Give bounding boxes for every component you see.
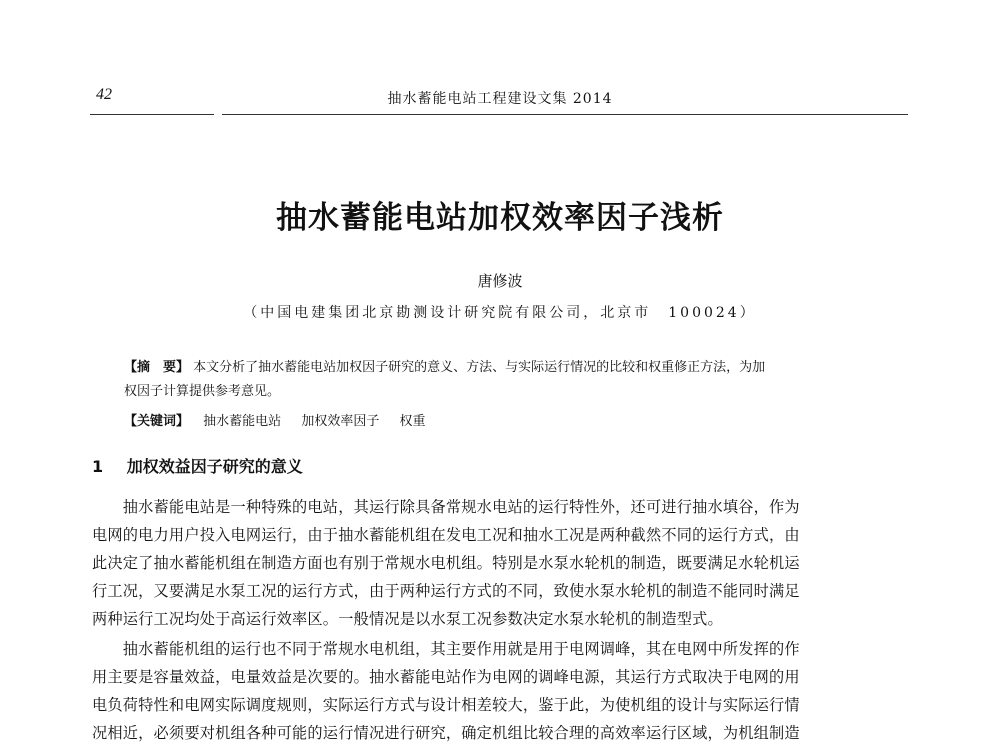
keyword: 抽水蓄能电站 bbox=[203, 414, 282, 429]
body-line: 用主要是容量效益，电量效益是次要的。抽水蓄能电站作为电网的调峰电源，其运行方式取决于电网的用 bbox=[92, 668, 800, 686]
keywords-line bbox=[124, 410, 441, 429]
abstract-line-2 bbox=[124, 380, 884, 404]
keyword: 权重 bbox=[399, 414, 426, 429]
author-name: 唐修波 bbox=[477, 272, 523, 290]
body-line: 此决定了抽水蓄能机组在制造方面也有别于常规水电机组。特别是水泵水轮机的制造，既要满足水轮机运 bbox=[92, 554, 800, 572]
body-line: 抽水蓄能电站是一种特殊的电站，其运行除具备常规水电站的运行特性外，还可进行抽水填谷，作为 bbox=[92, 498, 800, 516]
abstract-label: 【摘 要】 bbox=[124, 360, 190, 375]
running-title: 抽水蓄能电站工程建设文集 2014 bbox=[387, 91, 613, 107]
body-line: 电负荷特性和电网实际调度规则，实际运行方式与设计相差较大，鉴于此，为使机组的设计与实际运行情 bbox=[92, 696, 800, 714]
section-heading bbox=[92, 454, 303, 477]
body-line: 电网的电力用户投入电网运行，由于抽水蓄能机组在发电工况和抽水工况是两种截然不同的运行方式，由 bbox=[92, 526, 800, 544]
section-number: 1 bbox=[92, 457, 104, 476]
body-line: 抽水蓄能机组的运行也不同于常规水电机组，其主要作用就是用于电网调峰，其在电网中所发挥的作 bbox=[92, 640, 800, 658]
body-line: 两种运行工况均处于高运行效率区。一般情况是以水泵工况参数决定水泵水轮机的制造型式。 bbox=[92, 610, 723, 628]
keywords-label: 【关键词】 bbox=[124, 414, 190, 429]
abstract-text-1: 本文分析了抽水蓄能电站加权因子研究的意义、方法、与实际运行情况的比较和权重修正方法，为加 bbox=[193, 360, 766, 375]
page-number: 42 bbox=[96, 86, 112, 103]
abstract-text-2: 权因子计算提供参考意见。 bbox=[124, 384, 281, 399]
header-rule-right bbox=[222, 114, 908, 115]
abstract-line-1 bbox=[124, 356, 884, 380]
article-title: 抽水蓄能电站加权效率因子浅析 bbox=[276, 200, 724, 236]
author-affiliation: （中国电建集团北京勘测设计研究院有限公司，北京市 100024） bbox=[243, 305, 757, 321]
header-rule-left bbox=[90, 114, 214, 115]
body-line: 行工况，又要满足水泵工况的运行方式，由于两种运行方式的不同，致使水泵水轮机的制造不能同时满足 bbox=[92, 582, 800, 600]
keyword: 加权效率因子 bbox=[301, 414, 380, 429]
body-line: 况相近，必须要对机组各种可能的运行情况进行研究，确定机组比较合理的高效率运行区域，为机组制造 bbox=[92, 724, 800, 742]
section-title: 加权效益因子研究的意义 bbox=[126, 457, 303, 476]
